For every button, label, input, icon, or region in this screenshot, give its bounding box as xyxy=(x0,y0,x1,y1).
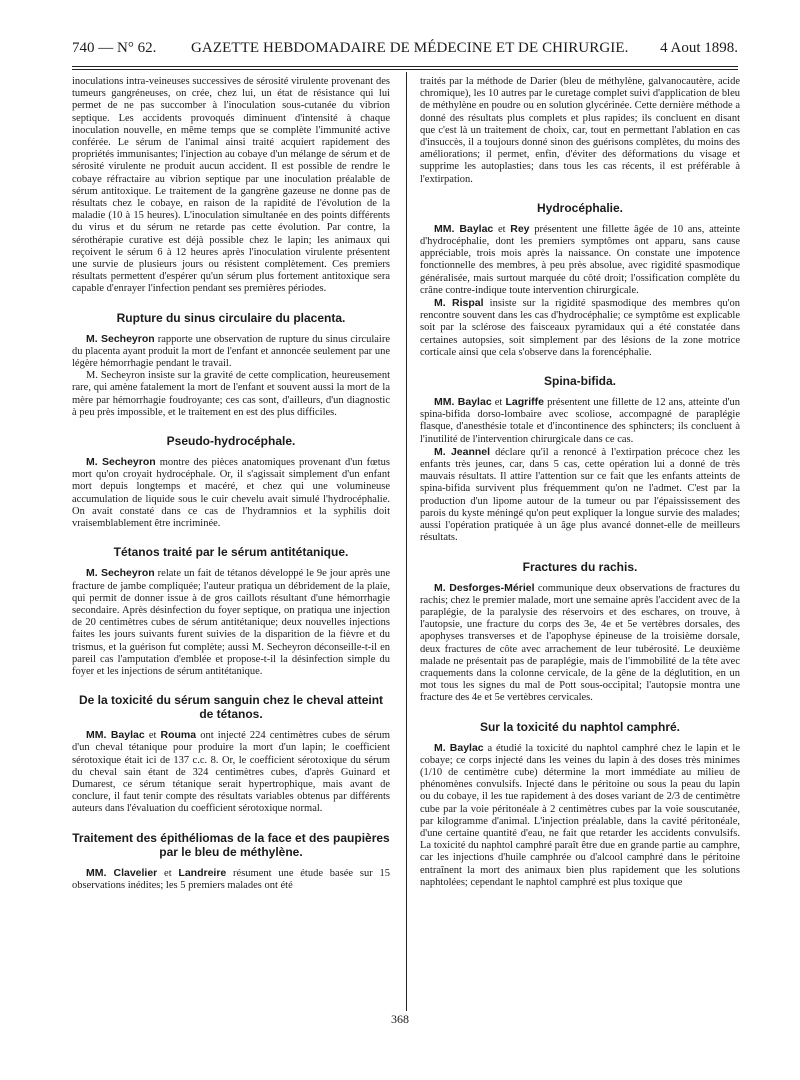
section-heading: Traitement des épithéliomas de la face et des paupières par le bleu de méthylène. xyxy=(72,830,390,859)
paragraph: M. Desforges-Mériel communique deux observations de fractures du rachis; chez le premier malade, mort une semaine après l'accident avec de la paraplégie, de la paralysie des réservoirs et des eschares, on trouve, à l'autopsie, une fracture du corps des 3e, 4e et 5e vertèbres dorsales, des apophyses transverses et de l'apophyse épineuse de la troisième dorsale, deux fractures de côte avec arrachement de leur tubérosité. Le deuxième malade ne présentait pas de paraplégie, mais de l'immobilité de la tête avec craquements dans la colonne cervicale, de la gêne de la déglutition, en un mot tous les signes du mal de Pott sous-occipital; l'autopsie montra une fracture des 4e et 5e vertèbres cervicales. xyxy=(420,581,740,704)
author-name: Rouma xyxy=(160,729,197,742)
header-rule xyxy=(72,66,738,67)
section-heading: Rupture du sinus circulaire du placenta. xyxy=(116,310,346,325)
left-column xyxy=(72,76,390,1008)
column-divider xyxy=(406,72,407,1011)
author-name: MM. Clavelier xyxy=(86,866,158,879)
author-name: Lagriffe xyxy=(505,396,544,409)
paragraph: M. Secheyron insiste sur la gravité de cette complication, heureusement rare, qui amène fatalement la mort de l'enfant et souvent aussi la mort de la mère par hémorrhagie foudroyante; ces cas sont, d'ailleurs, d'un diagnostic à peu près impossible, et le traitement en est des plus difficiles. xyxy=(72,370,390,418)
issue-date: 4 Aout 1898. xyxy=(660,40,738,56)
paragraph: MM. Clavelier et Landreire résument une étude basée sur 15 observations inédites; les 5 premiers malades ont été xyxy=(72,866,390,891)
paragraph: M. Rispal insiste sur la rigidité spasmodique des membres qu'on rencontre souvent dans les cas d'hydrocéphalie; ce symptôme est explicable soit par la sclérose des faisceaux pyramidaux qui a été constatée dans certaines autopsies, soit simplement par des lésions de la zone motrice corticale ainsi que cela s'observe dans la forencéphalie. xyxy=(420,297,740,358)
section-heading: Sur la toxicité du naphtol camphré. xyxy=(479,719,681,734)
section-heading: Pseudo-hydrocéphale. xyxy=(166,434,296,449)
author-name: M. Secheyron xyxy=(86,332,155,345)
author-name: MM. Baylac xyxy=(86,729,145,742)
author-name: MM. Baylac xyxy=(434,222,494,235)
author-name: M. Baylac xyxy=(434,741,484,754)
paragraph: traités par la méthode de Darier (bleu de méthylène, galvanocautère, acide chromique), les 10 autres par le curetage complet suivi d'application de bleu de méthylène en poudre ou en solution glycérinée. Cette dernière méthode a donné des résultats plus complets et plus rapides; ils concluent en disant que c'est là un traitement de choix, car, tout en permettant l'ablation en cas d'insuccès, il a toujours donné sinon des guérisons complètes, du moins des améliorations; il permet, enfin, d'éviter des déformations du visage et supprime les autoplasties; dans tous les cas récents, il est préférable à l'extirpation. xyxy=(420,76,740,185)
header-rule-double xyxy=(72,69,738,70)
paragraph: MM. Baylac et Rey présentent une fillette âgée de 10 ans, atteinte d'hydrocéphalie, dont les premiers symptômes ont apparu, sans cause appréciable, trois mois après la naissance. On constate une impotence fonctionnelle des membres, à peu près absolue, avec rigidité spasmodique généralisée, mais surtout marquée du côté droit; l'ossification complète du crâne contre-indique toute intervention chirurgicale. xyxy=(420,222,740,296)
running-header xyxy=(72,40,738,62)
author-name: Rey xyxy=(510,222,530,235)
paragraph: M. Baylac a étudié la toxicité du naphtol camphré chez le lapin et le cobaye; ce corps injecté dans les veines du lapin à des doses très minimes (1/10 de centimètre cube) détermine la mort immédiate au milieu de phénomènes convulsifs. Injecté dans le péritoine ou sous la peau du lapin ou du cobaye, il les tue rapidement à des doses variant de 2/3 de centimètre cube par la voie péritonéale à 2 centimètres cubes par la voie souscutanée, par kilogramme d'animal. L'injection préalable, dans la cavité péritonéale, d'une certaine quantité d'eau, ne fait que retarder les accidents convulsifs. La toxicité du naphtol camphré paraît être due en grande partie au camphre, car les injections d'huile camphrée ou d'alcool camphré dans le péritoine entraînent la mort des animaux bien plus rapidement que les solutions naphtolées; cependant le naphtol camphré est plus toxique que xyxy=(420,741,740,888)
page-number: 368 xyxy=(391,1012,409,1026)
author-name: Landreire xyxy=(178,866,227,879)
section-heading: Spina-bifida. xyxy=(544,374,616,389)
paragraph: M. Secheyron relate un fait de tétanos développé le 9e jour après une fracture de jambe compliquée; l'auteur pratiqua un débridement de la plaie, qui permit de donner issue à de gros caillots résultant d'une hémorrhagie secondaire. Après désinfection du foyer septique, on pratiqua une injection de 20 centimètres cubes de sérum antitétanique; deux nouvelles injections faites les jours suivants furent suivies de la disparition de la fièvre et du trismus, et la guérison fut complète; aussi M. Secheyron déconseille-t-il en pareil cas l'amputation d'emblée et propose-t-il la désinfection simple du foyer et les injections de sérum antitétanique. xyxy=(72,567,390,677)
section-heading: Tétanos traité par le sérum antitétanique. xyxy=(113,545,349,560)
paragraph: MM. Baylac et Rouma ont injecté 224 centimètres cubes de sérum d'un cheval tétanique pour produire la mort d'un lapin; le coefficient sérotoxique était ici de 137 c.c. 8. Or, le coefficient sérotoxique du sérum du cheval sain étant de 324 centimètres cubes, d'après Guinard et Dumarest, ce sérum tétanique serait hypertrophique, mais avant de conclure, il faut tenir compte des résultats variables obtenus par différents auteurs dans l'évaluation du coefficient sérotoxique normal. xyxy=(72,729,390,815)
paragraph: M. Jeannel déclare qu'il a renoncé à l'extirpation précoce chez les enfants très jeunes, car, dans 5 cas, cette opération lui a donné de très mauvais résultats. Il attire l'attention sur ce fait que les enfants atteints de spina-bifida survivent plus fréquemment qu'on ne l'admet. C'est par la production d'un lipome autour de la tumeur ou par l'épaississement des parois du kyste méningé qu'on peut expliquer la longue survie des malades; aussi l'opération pratiquée à un âge plus avancé donnet-elle de meilleurs résultats. xyxy=(420,445,740,544)
author-name: M. Jeannel xyxy=(434,445,491,458)
paragraph: M. Secheyron rapporte une observation de rupture du sinus circulaire du placenta ayant produit la mort de l'enfant et annoncée seulement par une légère hémorrhagie pendant le travail. xyxy=(72,332,390,370)
section-heading: Hydrocéphalie. xyxy=(536,200,624,215)
journal-title: GAZETTE HEBDOMADAIRE DE MÉDECINE ET DE CHIRURGIE. xyxy=(191,40,629,56)
section-heading: Fractures du rachis. xyxy=(522,559,638,574)
paragraph: MM. Baylac et Lagriffe présentent une fillette de 12 ans, atteinte d'un spina-bifida dorso-lombaire avec scoliose, accompagné de paraplégie flasque, d'anesthésie totale et d'incontinence des sphincters; ils concluent à l'inutilité de l'intervention chirurgicale dans ce cas. xyxy=(420,396,740,445)
paragraph: inoculations intra-veineuses successives de sérosité virulente provenant des tumeurs gangréneuses, on crée, chez lui, un état de résistance qui lui permet de ne pas succomber à l'inoculation sous-cutanée du vibrion septique. Les accidents provoqués diminuent d'intensité à chaque inoculation nouvelle, en même temps que se complète l'immunité active conférée. Le sérum de l'animal ainsi traité acquiert rapidement des propriétés immunisantes; l'injection au cobaye d'un mélange de sérum et de sérosité virulente ne produit aucun accident. Il est possible de rendre le cobaye réfractaire au vibrion septique par une inoculation préalable de sérum antitoxique. Le traitement de la gangrène gazeuse ne donne pas de résultats chez le cobaye, en raison de la rapidité de l'évolution de la maladie (10 à 15 heures). L'inoculation simultanée en des points différents du virus et du sérum ne retarde pas cette évolution. Par contre, la sérothérapie curative est déjà possible chez le lapin; les animaux qui reçoivent le sérum 6 à 12 heures après l'inoculation virulente présentent une survie de plusieurs jours ou résistent complètement. Ces premiers résultats permettent d'espérer qu'un sérum plus fortement antitoxique sera capable d'enrayer l'infection pendant ses premières périodes. xyxy=(72,76,390,295)
author-name: M. Secheyron xyxy=(86,456,156,469)
author-name: M. Rispal xyxy=(434,297,484,310)
paragraph: M. Secheyron montre des pièces anatomiques provenant d'un fœtus mort qu'on croyait hydrocéphale. Or, il s'agissait simplement d'un enfant mort depuis longtemps et macéré, et chez qui une volumineuse accumulation de liquide sous le cuir chevelu avait simulé l'hydrocéphalie. On avait constaté dans ce cas de l'hydramnios et la syphilis doit vraisemblablement être incriminée. xyxy=(72,456,390,530)
author-name: MM. Baylac xyxy=(434,396,492,409)
author-name: M. Secheyron xyxy=(86,567,155,580)
issue-number: 740 — N° 62. xyxy=(72,40,157,56)
right-column xyxy=(420,76,740,1008)
section-heading: De la toxicité du sérum sanguin chez le cheval atteint de tétanos. xyxy=(78,693,384,722)
author-name: M. Desforges-Mériel xyxy=(434,581,535,594)
